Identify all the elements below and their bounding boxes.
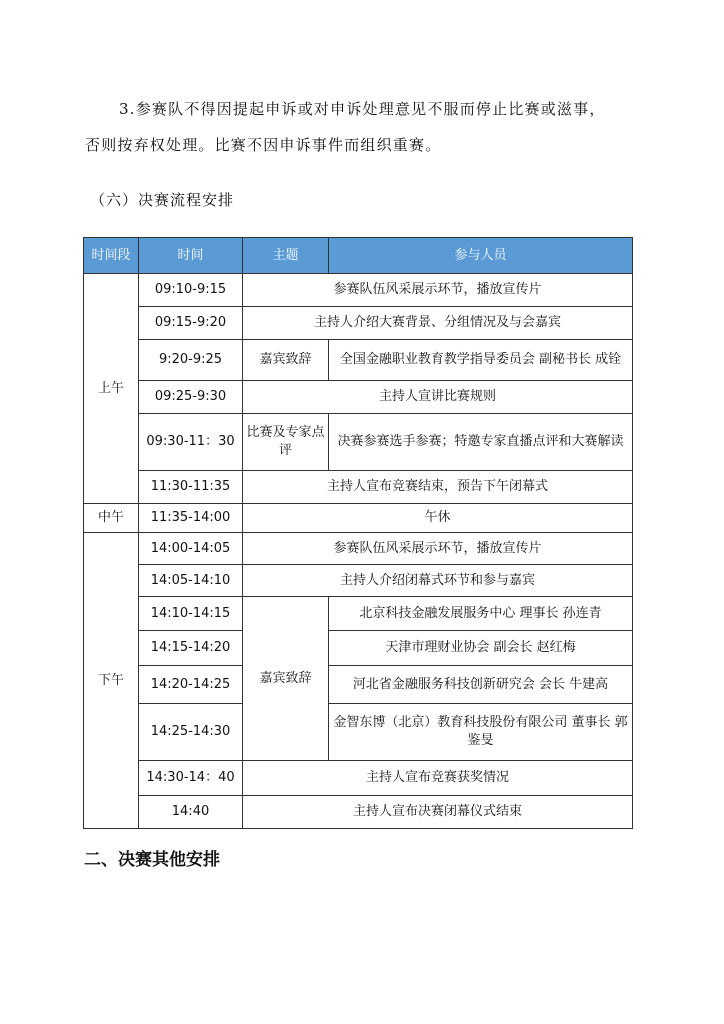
final-schedule-table (83, 237, 633, 829)
table-row (84, 631, 633, 666)
time-cell: 14:05-14:10 (139, 565, 243, 597)
table-row (84, 504, 633, 533)
table-row (84, 381, 633, 414)
table-header-row (84, 238, 633, 274)
table-row (84, 597, 633, 631)
desc-cell: 金智东博（北京）教育科技股份有限公司 董事长 郭鉴旻 (329, 704, 633, 761)
section-title: （六）决赛流程安排 (90, 191, 235, 209)
header-period: 时间段 (84, 238, 139, 274)
table-row (84, 666, 633, 704)
time-cell: 09:10-9:15 (139, 274, 243, 307)
time-cell: 11:35-14:00 (139, 504, 243, 533)
desc-cell: 主持人介绍大赛背景、分组情况及与会嘉宾 (243, 307, 633, 340)
desc-cell: 主持人宣布决赛闭幕仪式结束 (243, 796, 633, 829)
table-row (84, 565, 633, 597)
table-row (84, 533, 633, 565)
period-noon: 中午 (84, 504, 139, 533)
period-afternoon: 下午 (84, 533, 139, 829)
desc-cell: 参赛队伍风采展示环节，播放宣传片 (243, 533, 633, 565)
time-cell: 14:30-14：40 (139, 761, 243, 796)
table-row (84, 307, 633, 340)
section-heading-other-arrangements: 二、决赛其他安排 (84, 850, 220, 870)
desc-cell: 全国金融职业教育教学指导委员会 副秘书长 成铨 (329, 340, 633, 381)
table-row (84, 274, 633, 307)
time-cell: 14:40 (139, 796, 243, 829)
topic-cell: 嘉宾致辞 (243, 340, 329, 381)
table-row (84, 761, 633, 796)
header-participants: 参与人员 (329, 238, 633, 274)
time-cell: 14:25-14:30 (139, 704, 243, 761)
time-cell: 11:30-11:35 (139, 471, 243, 504)
topic-cell-afternoon: 嘉宾致辞 (243, 597, 329, 761)
desc-cell: 河北省金融服务科技创新研究会 会长 牛建高 (329, 666, 633, 704)
time-cell: 14:00-14:05 (139, 533, 243, 565)
desc-cell: 主持人宣布竞赛结束，预告下午闭幕式 (243, 471, 633, 504)
desc-cell: 主持人宣布竞赛获奖情况 (243, 761, 633, 796)
header-topic: 主题 (243, 238, 329, 274)
time-cell: 14:20-14:25 (139, 666, 243, 704)
topic-cell: 比赛及专家点评 (243, 414, 329, 471)
time-cell: 14:15-14:20 (139, 631, 243, 666)
period-morning: 上午 (84, 274, 139, 504)
paragraph-appeal-rule: 3.参赛队不得因提起申诉或对申诉处理意见不服而停止比赛或滋事， (119, 100, 606, 118)
table-row (84, 796, 633, 829)
time-cell: 09:15-9:20 (139, 307, 243, 340)
time-cell: 09:30-11：30 (139, 414, 243, 471)
desc-cell: 主持人宣讲比赛规则 (243, 381, 633, 414)
header-time: 时间 (139, 238, 243, 274)
desc-cell: 天津市理财业协会 副会长 赵红梅 (329, 631, 633, 666)
desc-cell: 主持人介绍闭幕式环节和参与嘉宾 (243, 565, 633, 597)
table-row (84, 414, 633, 471)
desc-cell: 决赛参赛选手参赛；特邀专家直播点评和大赛解读 (329, 414, 633, 471)
table-row (84, 704, 633, 761)
time-cell: 14:10-14:15 (139, 597, 243, 631)
desc-cell: 参赛队伍风采展示环节，播放宣传片 (243, 274, 633, 307)
paragraph-appeal-rule-cont: 否则按弃权处理。比赛不因申诉事件而组织重赛。 (85, 136, 442, 154)
time-cell: 9:20-9:25 (139, 340, 243, 381)
desc-cell: 北京科技金融发展服务中心 理事长 孙连青 (329, 597, 633, 631)
time-cell: 09:25-9:30 (139, 381, 243, 414)
table-row (84, 340, 633, 381)
desc-cell: 午休 (243, 504, 633, 533)
table-row (84, 471, 633, 504)
